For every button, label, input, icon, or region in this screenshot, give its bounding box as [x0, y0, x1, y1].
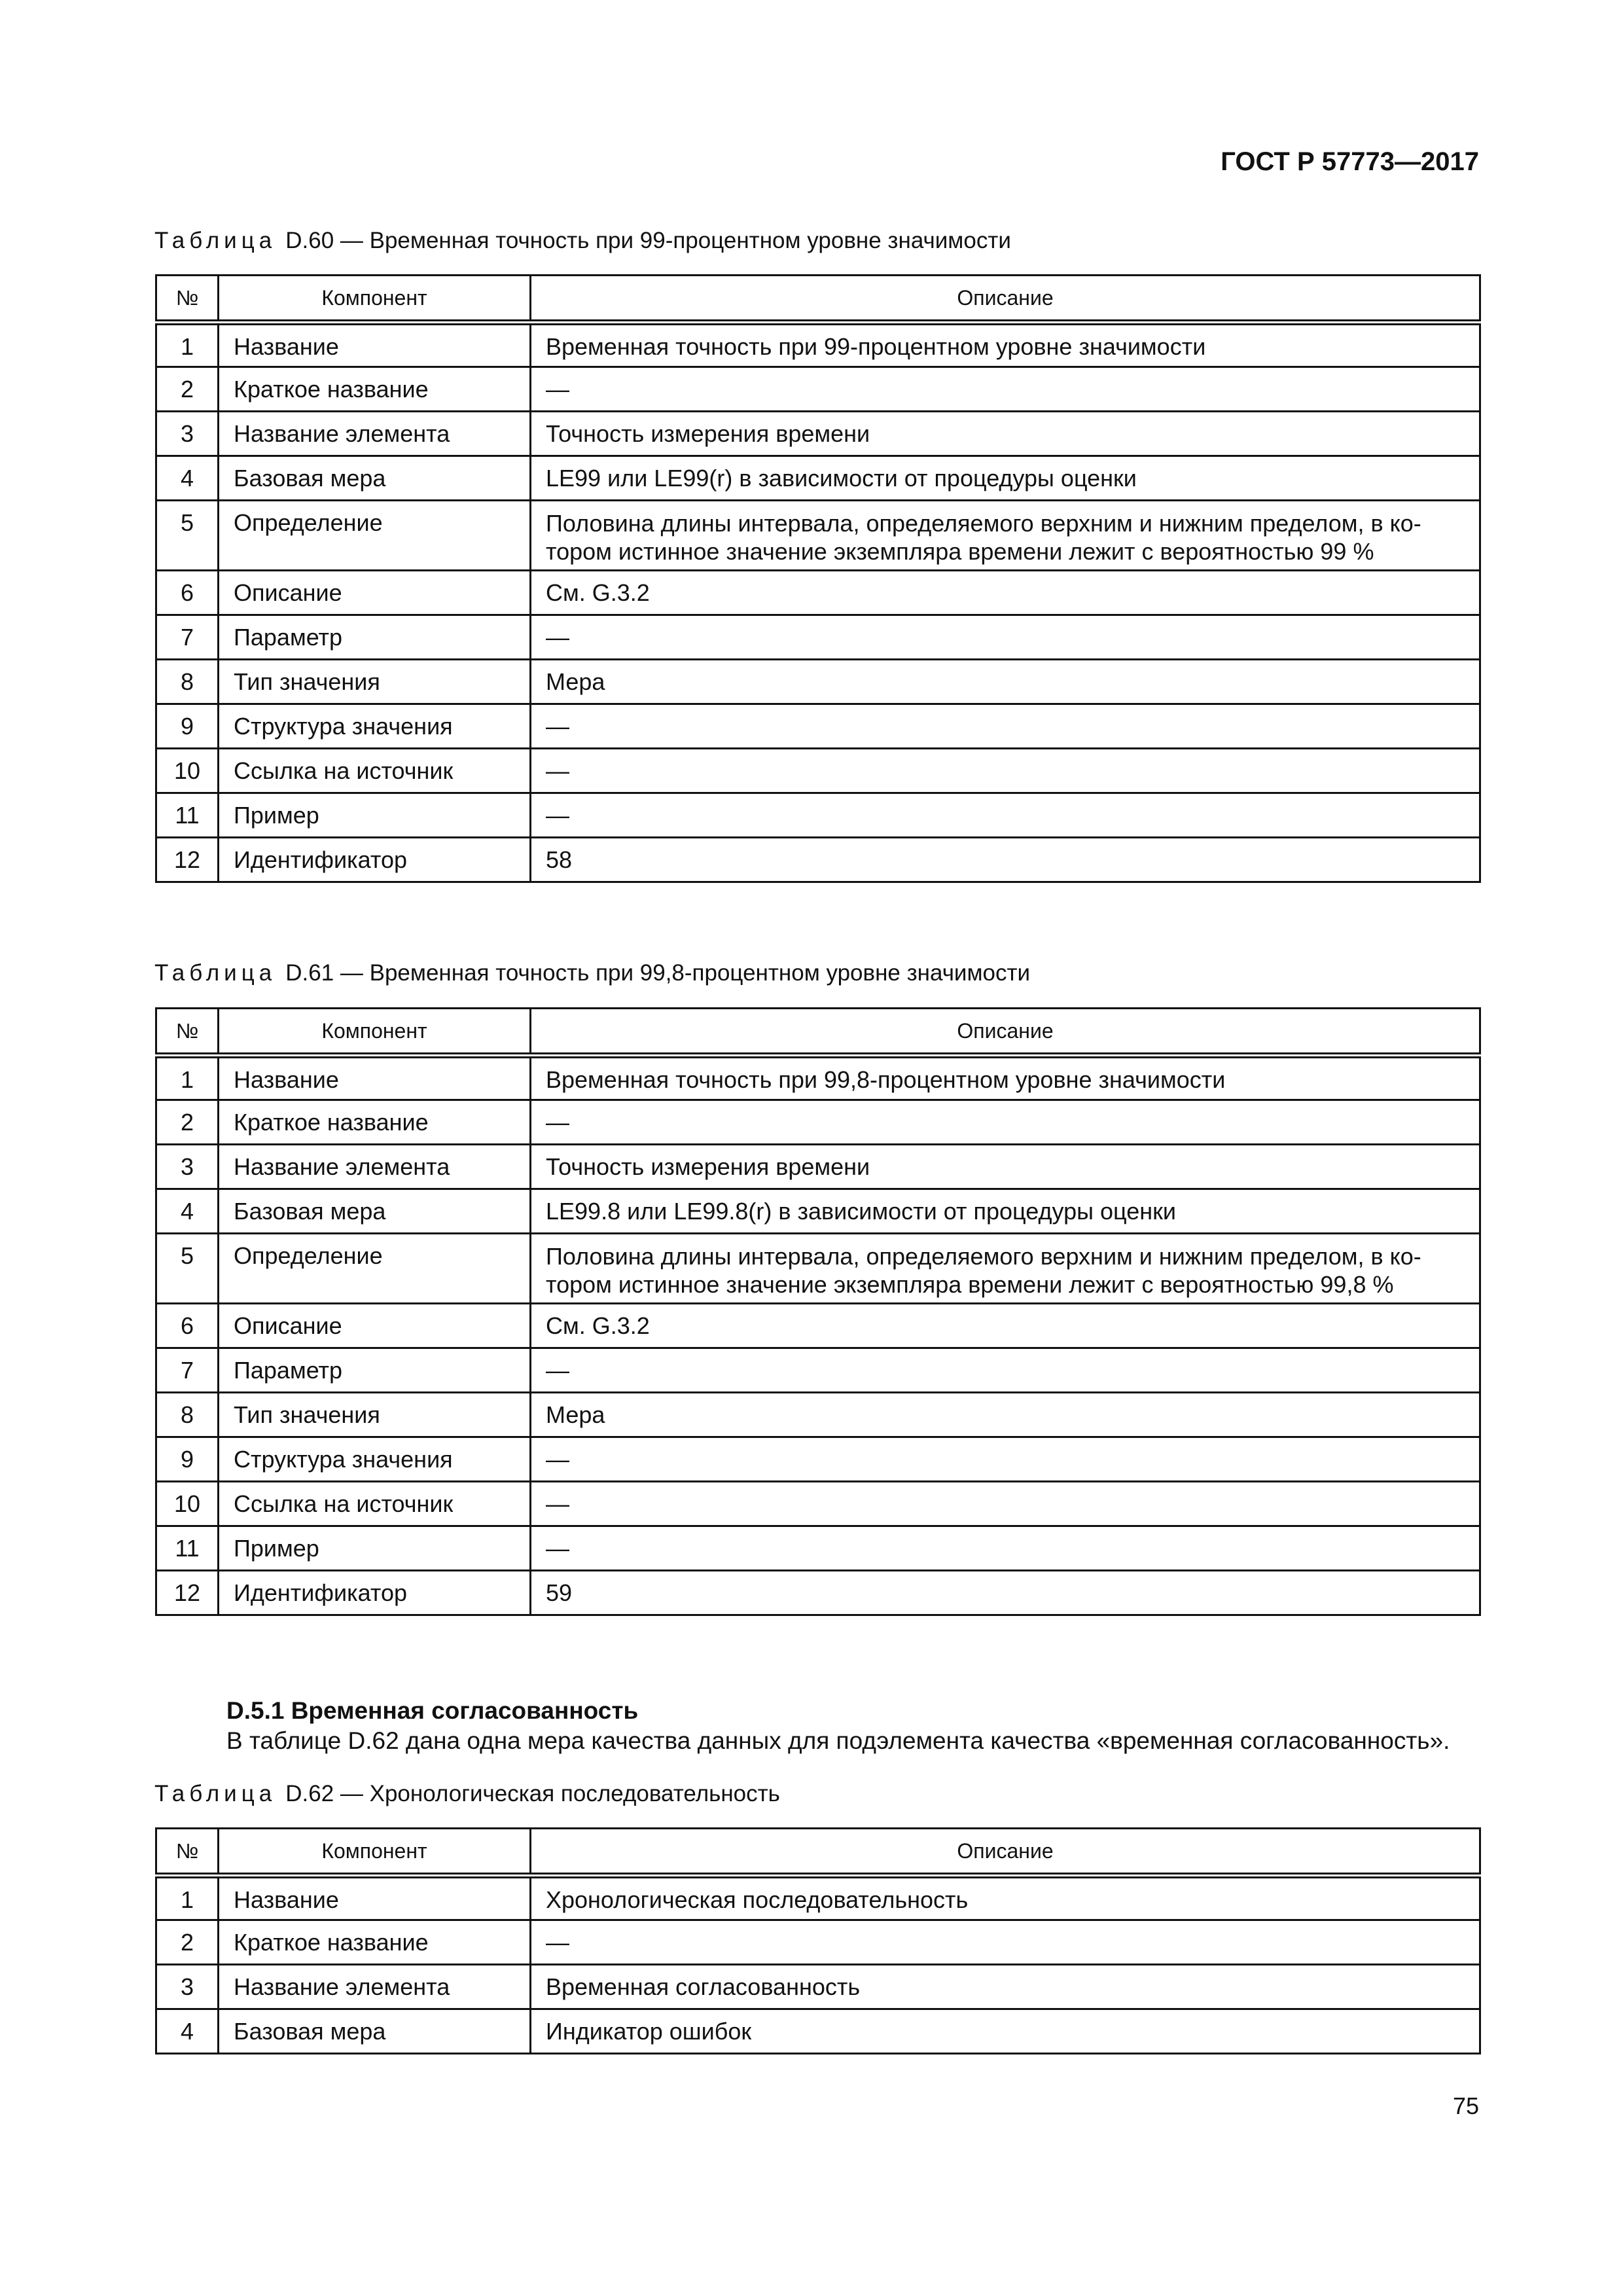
- cell-component: Структура значения: [219, 1437, 531, 1482]
- cell-num: 11: [156, 793, 219, 838]
- table-caption: [154, 1781, 780, 1807]
- table-row: [156, 571, 1480, 615]
- cell-component: Название: [219, 323, 531, 367]
- table-row: [156, 749, 1480, 793]
- table-caption: [154, 960, 1030, 986]
- cell-component: Ссылка на источник: [219, 749, 531, 793]
- cell-description: —: [531, 1920, 1480, 1965]
- table-caption: [154, 228, 1011, 254]
- cell-num: 1: [156, 323, 219, 367]
- cell-description: 59: [531, 1571, 1480, 1615]
- table-row: [156, 793, 1480, 838]
- table-row: [156, 412, 1480, 456]
- table-d60: [155, 274, 1481, 883]
- cell-num: 8: [156, 1393, 219, 1437]
- table-row: [156, 1965, 1480, 2009]
- cell-description: Временная согласованность: [531, 1965, 1480, 2009]
- cell-component: Идентификатор: [219, 838, 531, 882]
- cell-description: LE99 или LE99(r) в зависимости от процедуры оценки: [531, 456, 1480, 501]
- cell-num: 4: [156, 1189, 219, 1234]
- cell-component: Название элемента: [219, 1145, 531, 1189]
- cell-num: 5: [156, 501, 219, 571]
- column-header-description: Описание: [531, 1009, 1480, 1056]
- cell-num: 11: [156, 1526, 219, 1571]
- column-header-num: №: [156, 1829, 219, 1876]
- cell-num: 2: [156, 1920, 219, 1965]
- table-row: [156, 1526, 1480, 1571]
- cell-num: 8: [156, 660, 219, 704]
- cell-num: 3: [156, 412, 219, 456]
- cell-description: 58: [531, 838, 1480, 882]
- cell-description: См. G.3.2: [531, 1304, 1480, 1348]
- table-row: [156, 1189, 1480, 1234]
- cell-component: Ссылка на источник: [219, 1482, 531, 1526]
- cell-component: Определение: [219, 501, 531, 571]
- cell-description: Мера: [531, 660, 1480, 704]
- cell-description: —: [531, 1100, 1480, 1145]
- table-caption-text: D.60 — Временная точность при 99-процентном уровне значимости: [285, 228, 1011, 253]
- cell-num: 1: [156, 1056, 219, 1100]
- table-row: [156, 1876, 1480, 1920]
- table-row: [156, 1920, 1480, 1965]
- cell-component: Базовая мера: [219, 456, 531, 501]
- cell-num: 7: [156, 1348, 219, 1393]
- column-header-num: №: [156, 276, 219, 323]
- table-row: [156, 704, 1480, 749]
- cell-component: Название: [219, 1876, 531, 1920]
- section-paragraph: В таблице D.62 дана одна мера качества данных для подэлемента качества «временная согласованность».: [226, 1727, 1450, 1754]
- table-row: [156, 1482, 1480, 1526]
- cell-num: 3: [156, 1145, 219, 1189]
- cell-description: —: [531, 793, 1480, 838]
- table-row: [156, 838, 1480, 882]
- cell-description: Временная точность при 99,8-процентном уровне значимости: [531, 1056, 1480, 1100]
- cell-component: Структура значения: [219, 704, 531, 749]
- table-row: [156, 323, 1480, 367]
- cell-description: Индикатор ошибок: [531, 2009, 1480, 2054]
- table-caption-text: D.62 — Хронологическая последовательность: [285, 1781, 780, 1806]
- cell-num: 6: [156, 571, 219, 615]
- column-header-description: Описание: [531, 276, 1480, 323]
- cell-num: 2: [156, 367, 219, 412]
- table-caption-label: Таблица: [154, 960, 277, 986]
- cell-num: 6: [156, 1304, 219, 1348]
- cell-description: Временная точность при 99-процентном уровне значимости: [531, 323, 1480, 367]
- cell-description: —: [531, 704, 1480, 749]
- cell-component: Краткое название: [219, 367, 531, 412]
- table-row: [156, 1100, 1480, 1145]
- column-header-component: Компонент: [219, 1829, 531, 1876]
- cell-description: —: [531, 1348, 1480, 1393]
- table-row: [156, 1348, 1480, 1393]
- cell-description: —: [531, 367, 1480, 412]
- table-row: [156, 501, 1480, 571]
- cell-component: Определение: [219, 1234, 531, 1304]
- table-row: [156, 615, 1480, 660]
- table-row: [156, 1437, 1480, 1482]
- cell-description: LE99.8 или LE99.8(r) в зависимости от процедуры оценки: [531, 1189, 1480, 1234]
- table-row: [156, 660, 1480, 704]
- table-caption-label: Таблица: [154, 228, 277, 253]
- cell-description: —: [531, 1437, 1480, 1482]
- cell-component: Базовая мера: [219, 1189, 531, 1234]
- table-row: [156, 2009, 1480, 2054]
- cell-description: —: [531, 615, 1480, 660]
- cell-component: Тип значения: [219, 1393, 531, 1437]
- cell-component: Пример: [219, 793, 531, 838]
- cell-num: 10: [156, 1482, 219, 1526]
- cell-component: Базовая мера: [219, 2009, 531, 2054]
- cell-num: 3: [156, 1965, 219, 2009]
- table-d61: [155, 1007, 1481, 1616]
- section-heading: [226, 1697, 638, 1725]
- table-d62: [155, 1827, 1481, 2054]
- table-row: [156, 1056, 1480, 1100]
- cell-num: 7: [156, 615, 219, 660]
- page-number: 75: [1452, 2092, 1479, 2119]
- cell-component: Параметр: [219, 615, 531, 660]
- table-row: [156, 1304, 1480, 1348]
- cell-component: Пример: [219, 1526, 531, 1571]
- cell-description: —: [531, 1482, 1480, 1526]
- cell-description: Половина длины интервала, определяемого верхним и нижним пределом, в ко- тором истинное значение экземпляра времени лежит с вероятностью 99 %: [531, 501, 1480, 571]
- cell-component: Описание: [219, 1304, 531, 1348]
- cell-num: 12: [156, 1571, 219, 1615]
- cell-num: 5: [156, 1234, 219, 1304]
- cell-num: 2: [156, 1100, 219, 1145]
- cell-num: 9: [156, 1437, 219, 1482]
- table-row: [156, 456, 1480, 501]
- table-caption-text: D.61 — Временная точность при 99,8-процентном уровне значимости: [285, 960, 1031, 986]
- cell-num: 10: [156, 749, 219, 793]
- cell-description: Точность измерения времени: [531, 1145, 1480, 1189]
- cell-component: Идентификатор: [219, 1571, 531, 1615]
- column-header-component: Компонент: [219, 1009, 531, 1056]
- cell-num: 1: [156, 1876, 219, 1920]
- document-header: ГОСТ Р 57773—2017: [1221, 147, 1479, 176]
- table-row: [156, 1234, 1480, 1304]
- cell-description: Половина длины интервала, определяемого верхним и нижним пределом, в ко- тором истинное значение экземпляра времени лежит с вероятностью 99,8 %: [531, 1234, 1480, 1304]
- cell-component: Краткое название: [219, 1100, 531, 1145]
- table-row: [156, 367, 1480, 412]
- table-row: [156, 1393, 1480, 1437]
- cell-component: Параметр: [219, 1348, 531, 1393]
- section-title: D.5.1 Временная согласованность: [226, 1697, 639, 1724]
- table-row: [156, 1145, 1480, 1189]
- column-header-num: №: [156, 1009, 219, 1056]
- cell-component: Название элемента: [219, 412, 531, 456]
- cell-component: Тип значения: [219, 660, 531, 704]
- cell-description: —: [531, 749, 1480, 793]
- cell-component: Название элемента: [219, 1965, 531, 2009]
- column-header-component: Компонент: [219, 276, 531, 323]
- cell-description: —: [531, 1526, 1480, 1571]
- table-caption-label: Таблица: [154, 1781, 277, 1806]
- cell-description: Хронологическая последовательность: [531, 1876, 1480, 1920]
- cell-description: См. G.3.2: [531, 571, 1480, 615]
- cell-num: 4: [156, 456, 219, 501]
- cell-num: 9: [156, 704, 219, 749]
- cell-num: 12: [156, 838, 219, 882]
- cell-description: Точность измерения времени: [531, 412, 1480, 456]
- cell-component: Краткое название: [219, 1920, 531, 1965]
- cell-num: 4: [156, 2009, 219, 2054]
- table-row: [156, 1571, 1480, 1615]
- cell-component: Описание: [219, 571, 531, 615]
- cell-description: Мера: [531, 1393, 1480, 1437]
- column-header-description: Описание: [531, 1829, 1480, 1876]
- cell-component: Название: [219, 1056, 531, 1100]
